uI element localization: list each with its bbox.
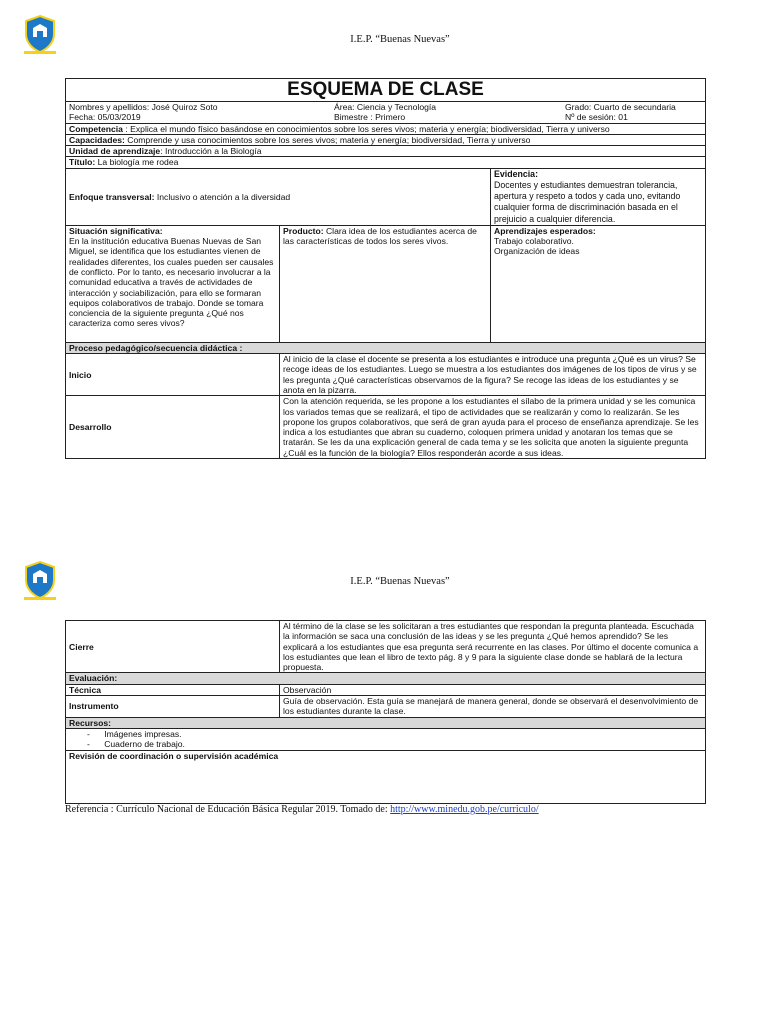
tecnica-label: Técnica xyxy=(66,684,280,695)
info-row-1 xyxy=(69,102,702,112)
revision-cell: Revisión de coordinación o supervisión académica xyxy=(66,750,706,803)
inicio-label: Inicio xyxy=(66,354,280,396)
page-header xyxy=(0,14,768,58)
bimester-field: Bimestre : Primero xyxy=(334,112,406,123)
titulo-label: Título: xyxy=(69,157,96,168)
evidencia-label: Evidencia: xyxy=(494,168,539,179)
producto-cell xyxy=(280,225,491,342)
situacion-label: Situación significativa: xyxy=(69,225,163,236)
capacidades-text: Comprende y usa conocimientos sobre los seres vivos; materia y energía; biodiversidad, Tierra y universo xyxy=(124,134,531,145)
aprendizaje-item: Organización de ideas xyxy=(494,246,580,257)
recursos-cell xyxy=(66,728,706,750)
instrumento-label: Instrumento xyxy=(66,696,280,718)
situacion-cell xyxy=(66,225,280,342)
recursos-list xyxy=(69,729,702,750)
desarrollo-label: Desarrollo xyxy=(66,396,280,459)
evidencia-cell xyxy=(491,168,706,225)
page-header-2 xyxy=(0,560,768,604)
recurso-text: Imágenes impresas. xyxy=(104,728,182,739)
evidencia-text: Docentes y estudiantes demuestran tolerancia, apertura y respeto a todos y cada uno, evitando cualquier forma de discriminación basada en el prejuicio a cualquier diferencia. xyxy=(494,179,681,224)
cierre-label: Cierre xyxy=(66,621,280,673)
proceso-header: Proceso pedagógico/secuencia didáctica : xyxy=(66,342,706,353)
curriculum-link[interactable]: http://www.minedu.gob.pe/curriculo/ xyxy=(390,804,539,815)
titulo-text: La biología me rodea xyxy=(95,157,179,168)
enfoque-cell xyxy=(66,168,491,225)
aprendizajes-cell xyxy=(491,225,706,342)
instrumento-value: Guía de observación. Esta guía se manejará de manera general, donde se observará el desenvolvimiento de los estudiantes durante la clase. xyxy=(280,696,706,718)
enfoque-text: Inclusivo o atención a la diversidad xyxy=(154,191,291,202)
desarrollo-text: Con la atención requerida, se les propone a los estudiantes el sílabo de la primera unidad y se les comunica los variados temas que se realizará, el tipo de actividades que se realizarán y como lo realizarán. Se les propone los grupos colaborativos, que será de gran ayuda para el proceso de enseñanza aprendizaje. Se les indica a los estudiantes que abran su cuaderno, coloquen primera unidad y anotaran los temas que se tratarán. Se les da una explicación general de cada tema y se les solicita que anoten la siguiente pregunta ¿Cuál es la función de la biología? Ellos responderán acorde a sus ideas. xyxy=(280,396,706,459)
aprendizaje-item: Trabajo colaborativo. xyxy=(494,236,574,247)
class-scheme-table-2 xyxy=(65,620,706,804)
session-field: Nº de sesión: 01 xyxy=(565,112,628,123)
competencia-row xyxy=(66,123,706,134)
student-name: Nombres y apellidos: José Quiroz Soto xyxy=(69,102,218,112)
recurso-item: - Cuaderno de trabajo. xyxy=(87,739,185,750)
reference-line xyxy=(65,804,539,815)
school-name: I.E.P. “Buenas Nuevas” xyxy=(350,34,450,45)
document-title: ESQUEMA DE CLASE xyxy=(66,79,706,102)
cierre-text: Al término de la clase se les solicitaran a tres estudiantes que respondan la pregunta planteada. Escuchada la información se saca una conclusión de las ideas y se les pregunta ¿Qué hemos aprendido? Se les explicará a los estudiantes que esa pregunta será recurrente en las clases. Por último el docente comunica a los estudiantes que lean el libro de texto pág. 8 y 9 para la siguiente clase donde se hablará de la lectura propuesta. xyxy=(280,621,706,673)
unidad-row xyxy=(66,146,706,157)
area-field: Área: Ciencia y Tecnología xyxy=(334,102,437,112)
recursos-header: Recursos: xyxy=(66,717,706,728)
competencia-label: Competencia xyxy=(69,123,123,134)
reference-text: Referencia : Currículo Nacional de Educación Básica Regular 2019. Tomado de: xyxy=(65,804,391,815)
recurso-text: Cuaderno de trabajo. xyxy=(104,739,185,750)
recurso-item: - Imágenes impresas. xyxy=(87,728,182,739)
grade-field: Grado: Cuarto de secundaria xyxy=(565,102,676,112)
school-name: I.E.P. “Buenas Nuevas” xyxy=(350,576,450,587)
aprendizajes-label: Aprendizajes esperados: xyxy=(494,225,596,236)
capacidades-row xyxy=(66,134,706,145)
capacidades-label: Capacidades: xyxy=(69,134,125,145)
competencia-text: : Explica el mundo físico basándose en conocimientos sobre los seres vivos; materia y energía; biodiversidad, Tierra y universo xyxy=(122,123,610,134)
titulo-row xyxy=(66,157,706,168)
producto-label: Producto: xyxy=(283,225,324,236)
situacion-text: En la institución educativa Buenas Nuevas de San Miguel, se identifica que los estudiantes vienen de realidades diferentes, los cuales pueden ser causales de conflicto. Por lo tanto, es necesario involucrar a la comunidad educativa a través de actividades de interacción y sociabilización, para ello se formaran equipos colaborativos de trabajo. Donde se tomara conciencia de la siguiente pregunta ¿Qué nos caracteriza como seres vivos? xyxy=(69,236,274,329)
producto-text: Clara idea de los estudiantes acerca de las características de todos los seres vivos. xyxy=(283,225,477,247)
info-row-2 xyxy=(69,112,702,122)
tecnica-value: Observación xyxy=(280,684,706,695)
date-field: Fecha: 05/03/2019 xyxy=(69,112,141,123)
enfoque-label: Enfoque transversal: xyxy=(69,191,155,202)
unidad-label: Unidad de aprendizaje xyxy=(69,146,161,157)
unidad-text: : Introducción a la Biología xyxy=(160,146,262,157)
class-scheme-table xyxy=(65,78,706,459)
inicio-text: Al inicio de la clase el docente se presenta a los estudiantes e introduce una pregunta ¿Qué es un virus? Se recoge ideas de los estudiantes. Luego se muestra a los estudiantes dos imágenes de los tipos de virus y se les pregunta ¿Qué características observamos de la figura? Se recoge las ideas de los estudiantes y se anota en la pizarra. xyxy=(280,354,706,396)
evaluacion-header: Evaluación: xyxy=(66,673,706,684)
